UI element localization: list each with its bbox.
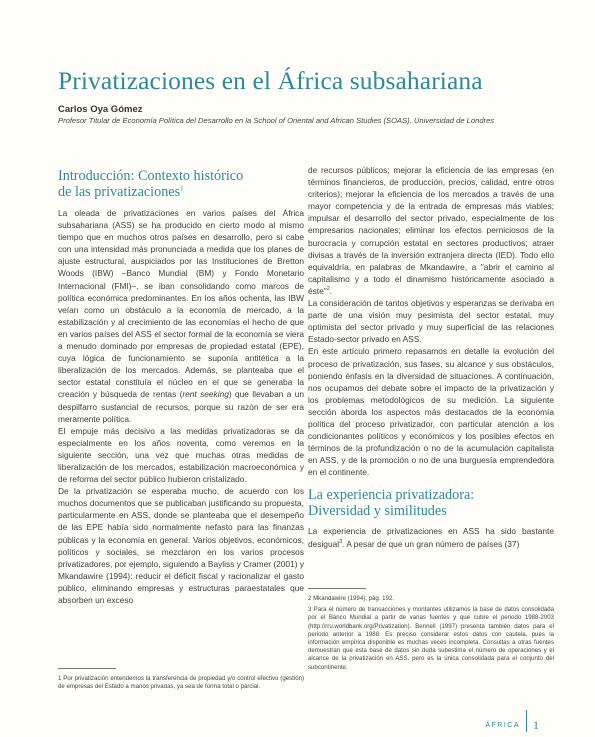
page-number: 1 — [533, 717, 539, 732]
author-affiliation: Profesor Titular de Economía Política del Desarrollo en la School of Oriental and African Studies (SOAS). Universidad de Londres — [58, 116, 495, 125]
paragraph-objectives: de recursos públicos; mejorar la eficiencia de las empresas (en términos financieros, de producción, precios, calidad, entre otros criterios); mejorar la eficiencia de los mercados a través de una mayor competencia y de la entrada de empresas más viables; impulsar el desarrollo del sector privado, especialmente de los empresarios nacionales; eliminar los efectos perniciosos de la burocracia y corrupción estatal en sectores productivos; atraer divisas a través de la inversión extranjera directa (IED). Todo ello equivaldría, en palabras de Mkandawire, a "abrir el camino al capitalismo y a todo el dinamismo históricamente asociado a éste"$^2$. — [308, 165, 554, 296]
paragraph-intro-2: El empuje más decisivo a las medidas privatizadoras se da especialmente en los años noventa, como veremos en la siguiente sección, una vez que muchas otras medidas de liberalización de los mercados, estabilización macroeconómica y de reforma del sector público hubieron cristalizado. — [58, 425, 304, 485]
section-title-introduccion — [58, 168, 304, 200]
paragraph-intro-1: La oleada de privatizaciones en varios países del África subsahariana (ASS) se ha producido en cierto modo al mismo tiempo que en muchos otros países en desarrollo, pero si cabe con una intensidad más pronunciada a medida que los planes de ajuste estructural, auspiciados por las Instituciones de Bretton Woods (IBW) –Banco Mundial (BM) y Fondo Monetario Internacional (FMI)–, se iban consolidando como marcos de política económica predominantes. En los años ochenta, las IBW veían como un obstáculo a la economía de mercado, a la estabilización y al crecimiento de las economías el hecho de que en varios países del ASS el sector formal de la economía se viera a menudo dominado por empresas de propiedad estatal (EPE), cuya lógica de funcionamiento se suponía antitética a la liberalización de los mercados. Además, se planteaba que el sector estatal constituía el núcleo en el que se generaba la creación y búsqueda de rentas (rent seeking) que llevaban a un despilfarro sustancial de recursos, porque su razón de ser era meramente política. — [58, 208, 304, 424]
right-column — [308, 164, 554, 550]
footnote-1: 1 Por privatización entendemos la transferencia de propiedad y/o control efectivo (gestión) de empresas del Estado a manos privadas, ya sea de forma total o parcial. — [58, 675, 304, 691]
left-column — [58, 168, 304, 606]
footnote-rule — [58, 668, 116, 669]
section-title-line2: de las privatizaciones — [58, 184, 181, 200]
paragraph-consideracion: La consideración de tantos objetivos y esperanzas se derivaba en parte de una visión muy pesimista del sector estatal, muy optimista del sector privado y muy superficial de las relaciones Estado-sector privado en ASS. — [308, 298, 554, 345]
footnote-ref-3[interactable]: 3 — [339, 538, 343, 545]
paragraph-intro-3: De la privatización se esperaba mucho, de acuerdo con los muchos documentos que se publicaban justificando su propuesta, particularmente en ASS, donde se planteaba que el desempeño de las EPE había sido normalmente nefasto para las finanzas públicas y la economía en general. Varios objetivos, económicos, políticos y sociales, se mezclaron en los varios procesos privatizadores, por ejemplo, siguiendo a Bayliss y Cramer (2001) y Mkandawire (1994): reducir el déficit fiscal y racionalizar el gasto público, eliminando empresas y estructuras paraestatales que absorben un exceso — [58, 486, 304, 605]
paragraph-experiencia — [308, 525, 554, 549]
footnote-ref-2[interactable]: 2 — [326, 286, 330, 293]
footnote-3: 3 Para el número de transacciones y montantes utilizamos la base de datos consolidada por el Banco Mundial a partir de varias fuentes y que cubre el periodo 1988-2003 (http://rru.worldbank.org/Privatization). Bennell (1997) presenta también datos para el periodo anterior a 1988. Es preciso considerar estos datos con cautela, pues la información empírica disponible es muchas veces incompleta. Consultas a otras fuentes demuestran que esta base de datos sin duda subestima el número de operaciones y el alcance de la privatización en ASS, pero es la única consolidada para el conjunto del subcontinente. — [308, 606, 554, 671]
author-name: Carlos Oya Gómez — [58, 104, 143, 115]
paragraph-experiencia-text: La experiencia de privatizaciones en ASS ha sido bastante desigual — [308, 526, 554, 549]
folio-divider — [526, 710, 527, 732]
paragraph-experiencia-end: . A pesar de que un gran número de países (37) — [342, 538, 520, 549]
journal-name: ÁFRICA — [485, 721, 520, 729]
paragraph-objectives-text: de recursos públicos; mejorar la eficiencia de las empresas (en términos financieros, de producción, precios, calidad, entre otros criterios); mejorar la eficiencia de los mercados a través de una mayor competencia y de la entrada de empresas más viables; impulsar el desarrollo del sector privado, especialmente de los empresarios nacionales; eliminar los efectos perniciosos de la burocracia y corrupción estatal en sectores productivos; atraer divisas a través de la inversión extranjera directa (IED). Todo ello equivaldría, en palabras de Mkandawire, a "abrir el camino al capitalismo y a todo el dinamismo históricamente asociado a éste" — [308, 165, 554, 296]
footnote-2: 2 Mkandawire (1994), pág. 192. — [308, 595, 395, 602]
footnote-ref-1[interactable]: 1 — [180, 184, 184, 193]
section2-title-line2: Diversidad y similitudes — [308, 503, 447, 520]
article-title: Privatizaciones en el África subsahariana — [58, 66, 483, 95]
page-folio — [485, 718, 539, 732]
term-rent-seeking: rent seeking — [182, 389, 229, 400]
paragraph-articulo: En este artículo primero repasamos en detalle la evolución del proceso de privatización, sus fases, su alcance y sus obstáculos, poniendo énfasis en la diversidad de situaciones. A continuación, nos ocupamos del debate sobre el impacto de la privatización y los problemas metodológicos de su medición. La siguiente sección aborda los aspectos más destacados de la economía política del proceso privatizador, con particular atención a los condicionantes políticos y económicos y los posibles efectos en términos de la profundización o no de la acumulación capitalista en ASS, y de la promoción o no de una burguesía emprendedora en el continente. — [308, 346, 554, 478]
footnotes-right — [308, 588, 554, 675]
footnotes-left — [58, 668, 304, 694]
section-title-line1: Introducción: Contexto histórico — [58, 168, 244, 184]
section2-title-line1: La experiencia privatizadora: — [308, 487, 475, 504]
section-title-experiencia — [308, 487, 554, 519]
footnote-rule — [308, 588, 366, 589]
